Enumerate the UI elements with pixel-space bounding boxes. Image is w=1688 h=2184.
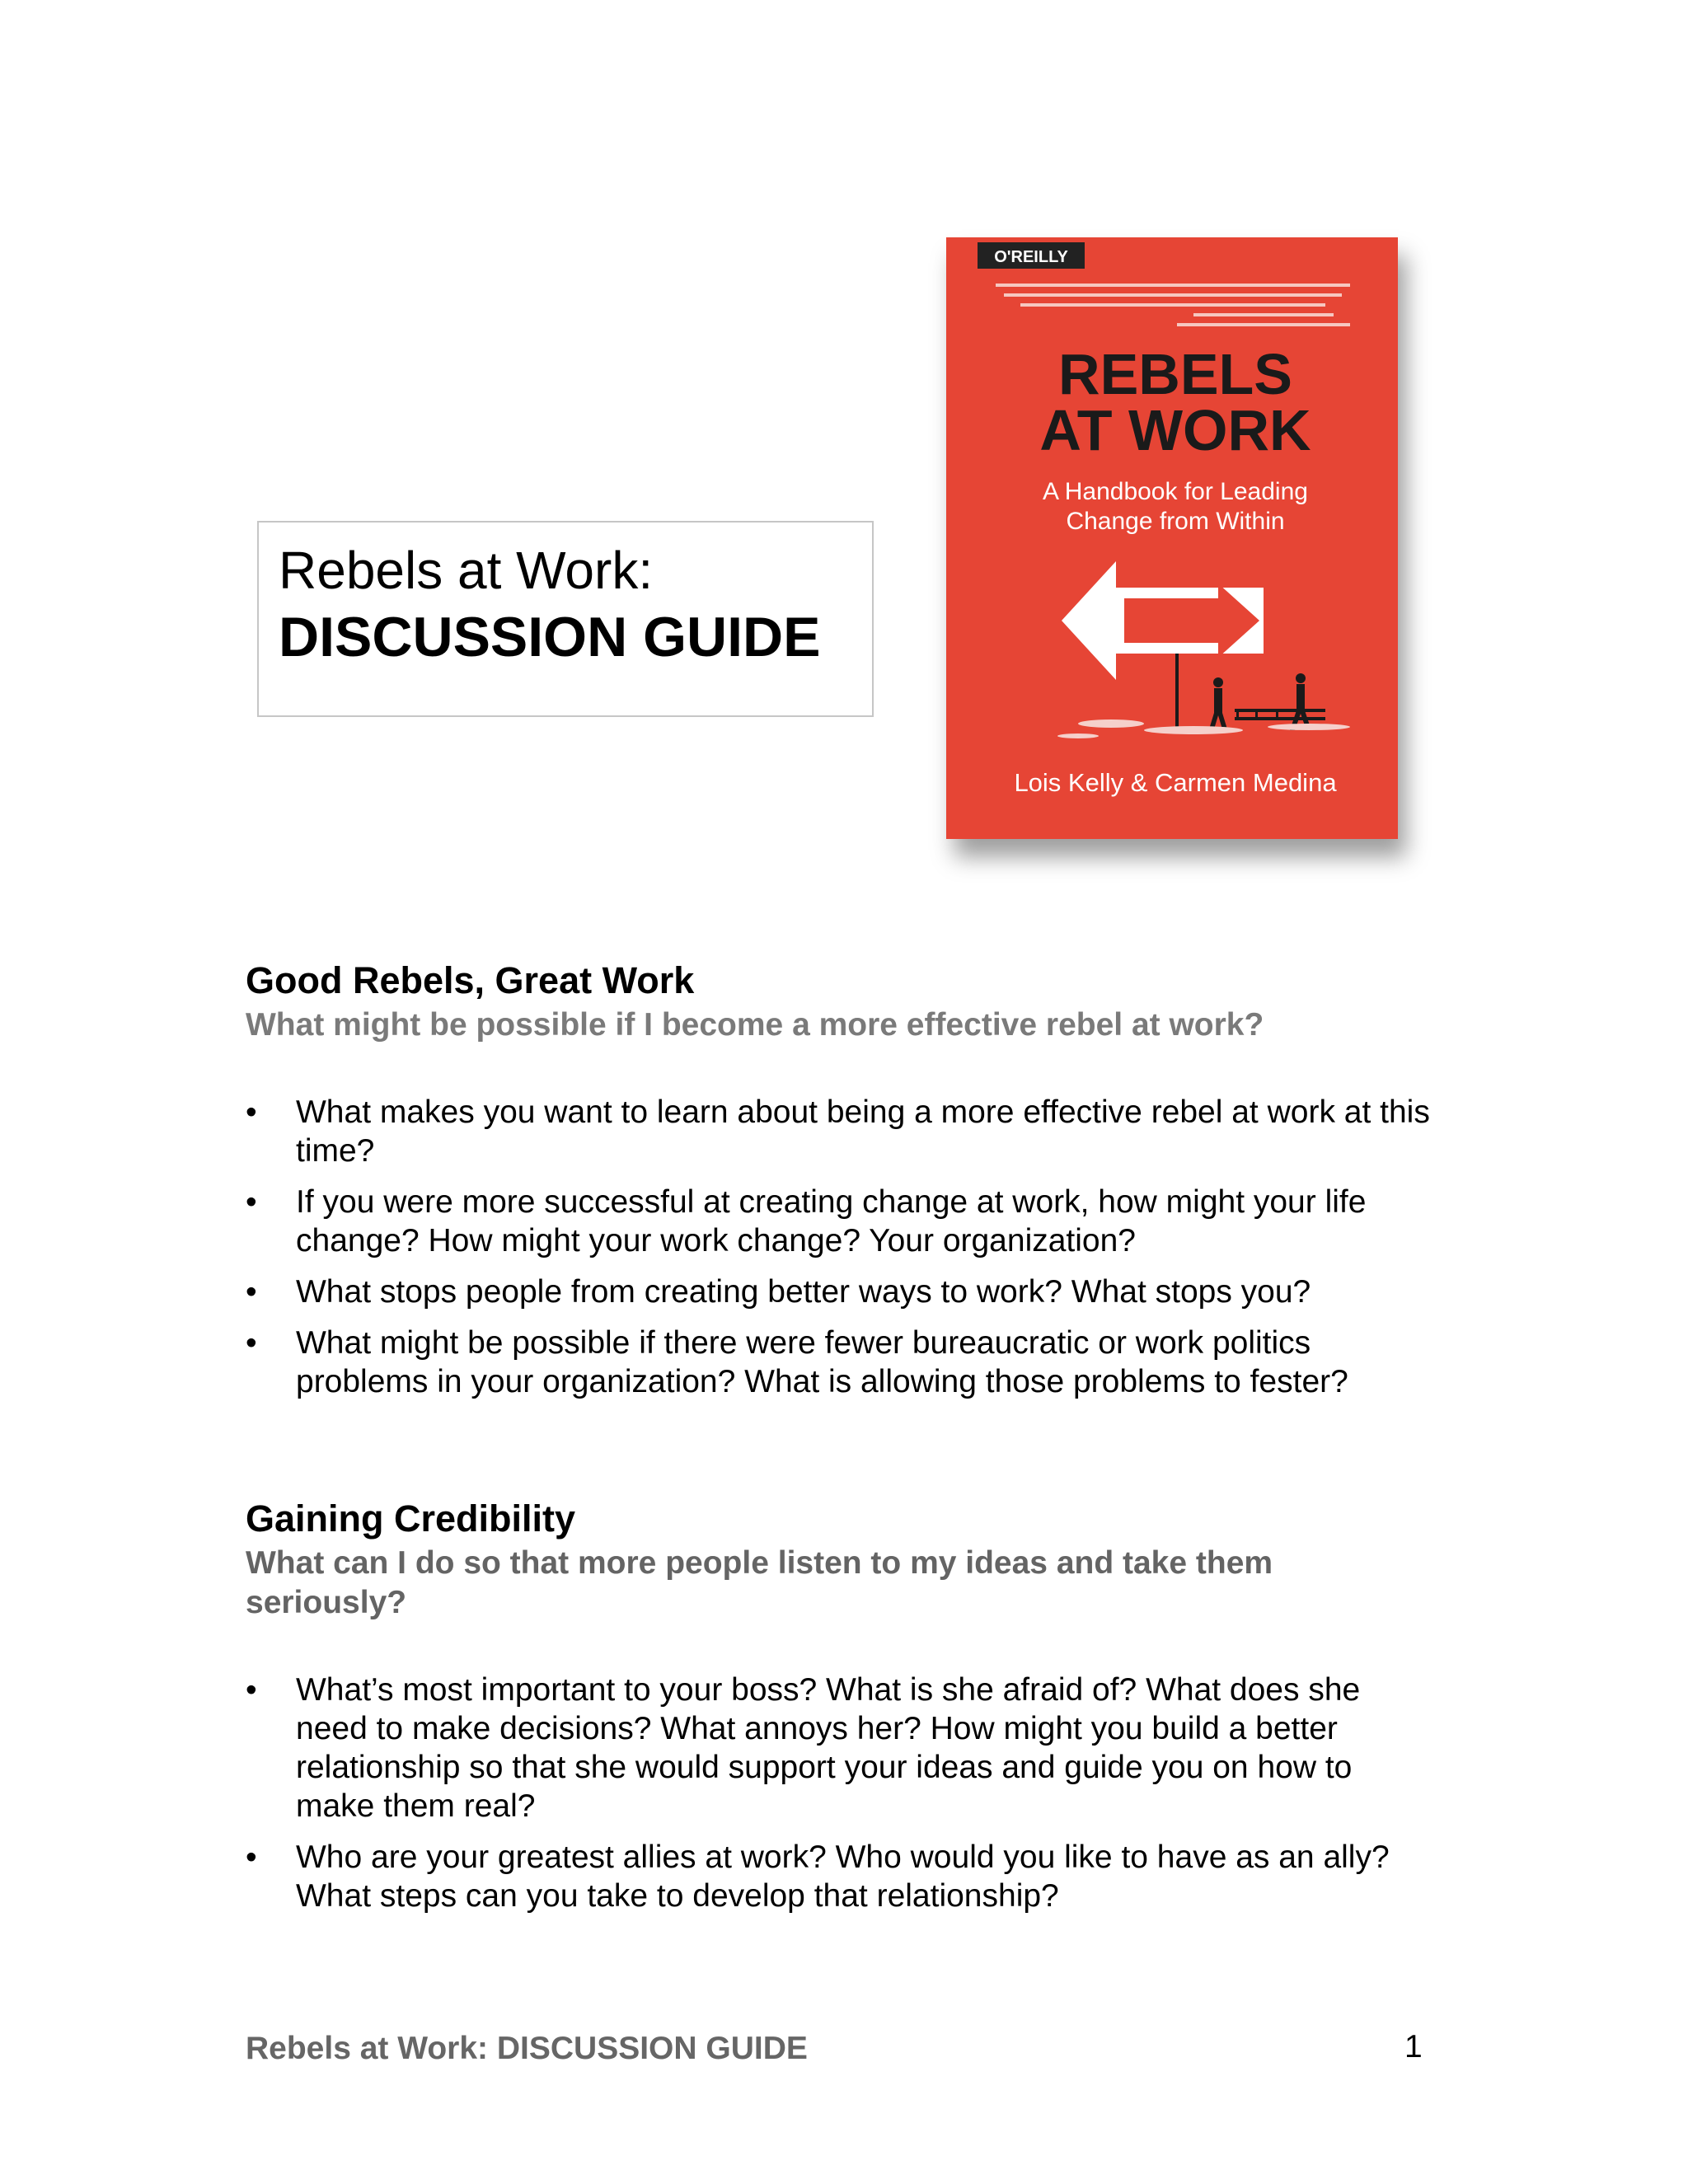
list-item-text: What’s most important to your boss? What is she afraid of? What does she need to make decisions? What annoys her? How might you build a better relationship so that she would support your ideas and guide you on how to make them real?: [296, 1672, 1361, 1824]
cover-title-line-1: REBELS: [1058, 342, 1292, 406]
bullet-icon: •: [246, 1274, 257, 1310]
bullet-list: [246, 1671, 1432, 1915]
list-item-text: What might be possible if there were fewer bureaucratic or work politics problems in your organization? What is allowing those problems to fester?: [296, 1325, 1348, 1399]
section-subheading: What might be possible if I become a more effective rebel at work?: [246, 1007, 1264, 1043]
list-item: [246, 1183, 1432, 1260]
section-heading: Gaining Credibility: [246, 1497, 576, 1540]
bullet-list: [246, 1093, 1432, 1401]
bullet-icon: •: [246, 1672, 257, 1708]
section-gaining-credibility: [246, 1497, 1432, 1928]
list-item-text: What makes you want to learn about being a more effective rebel at work at this time?: [296, 1094, 1430, 1169]
section-heading: Good Rebels, Great Work: [246, 959, 695, 1001]
list-item-text: If you were more successful at creating change at work, how might your life change? How might your work change? Your organization?: [296, 1184, 1367, 1258]
title-line-1: Rebels at Work:: [279, 541, 654, 600]
list-item: [246, 1093, 1432, 1170]
publisher-name: O'REILLY: [994, 248, 1068, 266]
page-number: 1: [1404, 2029, 1423, 2064]
book-cover: [946, 237, 1398, 839]
title-line-2: DISCUSSION GUIDE: [279, 606, 821, 668]
cover-subtitle-line-1: A Handbook for Leading: [1043, 478, 1308, 505]
bullet-icon: •: [246, 1094, 257, 1130]
list-item: [246, 1838, 1432, 1915]
cover-subtitle-line-2: Change from Within: [1066, 508, 1285, 535]
cover-title-line-2: AT WORK: [1039, 398, 1311, 462]
footer-title: Rebels at Work: DISCUSSION GUIDE: [246, 2031, 808, 2066]
title-box: [257, 521, 874, 717]
section-good-rebels: [246, 959, 1432, 1413]
book-cover-art: [946, 237, 1398, 839]
list-item-text: What stops people from creating better ways to work? What stops you?: [296, 1274, 1311, 1310]
bullet-icon: •: [246, 1184, 257, 1220]
list-item: [246, 1671, 1432, 1825]
bullet-icon: •: [246, 1840, 257, 1875]
list-item: [246, 1324, 1432, 1401]
cover-authors: Lois Kelly & Carmen Medina: [1014, 768, 1337, 797]
bullet-icon: •: [246, 1325, 257, 1361]
list-item-text: Who are your greatest allies at work? Who would you like to have as an ally? What steps can you take to develop that relationship?: [296, 1840, 1390, 1914]
section-subheading: What can I do so that more people listen to my ideas and take them seriously?: [246, 1545, 1273, 1620]
list-item: [246, 1272, 1432, 1311]
